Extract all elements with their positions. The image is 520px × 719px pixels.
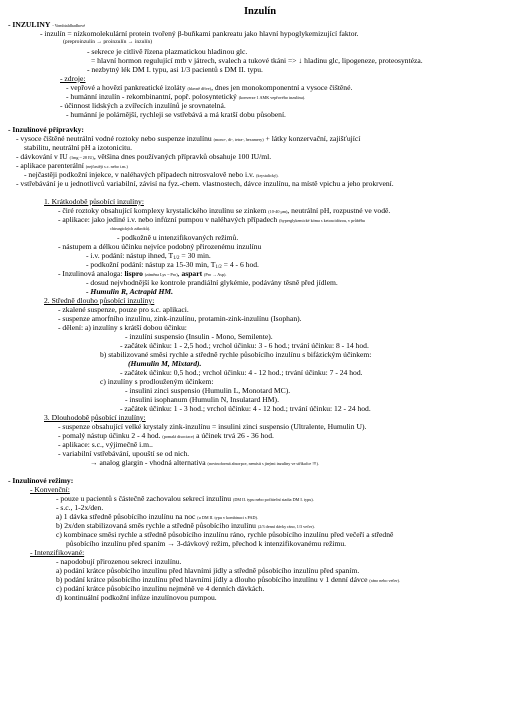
subsection-heading: 2. Středně dlouho působící inzulíny: [44,296,155,305]
text-line: - humánní je polárnější, rychleji se vstřebává a má kratší dobu působení. [66,110,286,119]
text-line: - začátek účinku: 1 - 3 hod.; vrchol účinku: 4 - 12 hod.; trvání účinku: 12 - 24 hod. [120,404,371,413]
text-line: a) podání krátce působícího inzulínu před hlavními jídly a středně působícího inzulínu před spaním. [56,566,360,575]
text-line: - nezbytný lék DM I. typu, asi 1/3 pacientů s DM II. typu. [87,65,263,74]
text-line: - zdroje: [60,74,86,83]
text-line: - dělení: a) inzulíny s krátší dobou účinku: [58,323,187,332]
text-line: - vepřové a hovězí pankreatické izoláty (hlavně dříve), dnes jen monokomponentní a vysoce čištěné. [66,83,353,92]
text-line: b) podání krátce působícího inzulínu před hlavními jídly a dlouho působícího inzulínu v 1 denní dávce (ráno nebo večer). [56,575,400,584]
text-line: - insulini zinci suspensio (Humulin L, Monotard MC). [125,386,291,395]
subsection-heading: 3. Dlouhodobě působící inzulíny: [44,413,146,422]
text-line: - insulini isophanum (Humulin N, Insulatard HM). [125,395,279,404]
text-line: působícího inzulínu před spaním → 3-dávkový režim, přechod k intenzifikovanému režimu. [66,539,347,548]
text-line: = hlavní hormon regulující mtb v játrech, svalech a tukové tkáni => ↓ hladinu glc, lipogeneze, proteosyntéza. [91,56,423,65]
text-line: - inzulíni suspensio (Insulin - Mono, Semilente). [125,332,273,341]
text-line: - nejčastěji podkožní injekce, v naléhavých případech nitrosvalově nebo i.v. (krystalický). [24,170,279,179]
text-line: b) 2x/den stabilizovaná směs rychle a středně působícího inzulínu (2/3 denní dávky ráno, 1/3 večer). [56,521,315,530]
text-line: - s.c., 1-2x/den. [56,503,104,512]
text-line: - nástupem a délkou účinku nejvíce podobný přirozenému inzulínu [58,242,262,251]
text-line: (preproinzulín → proinzulín → inzulín) [63,39,153,45]
section-heading: - INZULINY - Vombialdhadhové [8,20,86,29]
text-line: - dosud nejvhodnější ke kontrole prandiální glykémie, podávány těsně před jídlem. [86,278,338,287]
text-line: c) podání krátce působícího inzulínu nejméně ve 4 denních dávkách. [56,584,265,593]
text-line: - inzulín = nízkomolekulární protein tvořený β-buňkami pankreatu jako hlavní hypoglykemizující faktor. [40,29,359,38]
text-line: - začátek účinku: 1 - 2,5 hod.; vrchol účinku: 3 - 6 hod.; trvání účinku: 8 - 14 hod. [120,341,369,350]
text-line: (Humulin M, Mixtard). [128,359,202,368]
text-line: - aplikace: s.c., výjimečně i.m.. [58,440,153,449]
text-line: - pomalý nástup účinku 2 - 4 hod. (pomalá disociace) a účinek trvá 26 - 36 hod. [58,431,274,440]
section-heading: - Inzulínové režimy: [8,476,74,485]
text-line: c) inzulíny s prodlouženým účinkem: [100,377,214,386]
text-line: - aplikace parenterální (nejčastěji s.c. nebo i.m.) [16,161,128,170]
text-line: a) 1 dávka středně působícího inzulínu na noc (u DM II. typu v kombinaci s PAD). [56,512,258,521]
text-line: - pouze u pacientů s částečně zachovalou sekrecí inzulínu (DM II. typu nebo počáteční stadia DM I. typu). [56,494,314,503]
text-line: - i.v. podání: nástup ihned, $T_{1/2} = 30$ min. [86,251,211,261]
text-line: - vstřebávání je u jednotlivců variabilní, závisí na fyz.-chem. vlastnostech, dávce inzulínu, na místě vpichu a jeho prokrvení. [16,179,394,188]
text-line: - dávkování v IU (1mg ~ 28 IU), většina dnes používaných přípravků obsahuje 100 IU/ml. [16,152,272,161]
text-line: c) kombinace směsi rychle a středně působícího inzulínu ráno, rychle působícího inzulínu před večeří a středně [56,530,394,539]
text-line: - začátek účinku: 0,5 hod.; vrchol účinku: 4 - 12 hod.; trvání účinku: 7 - 24 hod. [120,368,363,377]
text-line: - Humulin R, Actrapid HM. [86,287,174,296]
page-title: Inzulín [243,6,277,17]
text-line: - suspenze amorfního inzulínu, zink-inzulínu, protamin-zink-inzulínu (Isophan). [58,314,302,323]
text-line: chirurgických zákroků). [110,226,151,231]
text-line: - napodobují přirozenou sekreci inzulínu. [56,557,182,566]
text-line: b) stabilizované směsi rychle a středně rychle působícího inzulínu s bifázickým účinkem: [100,350,372,359]
subsection-heading: 1. Krátkodobě působící inzulíny: [44,197,144,206]
text-line: - humánní inzulín - rekombinantní, popř. polosyntetický (konverze 1 AMK vepřového inzulínu). [66,92,306,101]
text-line: - vysoce čištěné neutrální vodné roztoky nebo suspenze inzulínu (mono-, di-, tetra-, hexamery) + látky konzervační, zajišťující [16,134,361,143]
text-line: d) kontinuální podkožní infúze inzulínovou pumpou. [56,593,217,602]
text-line: - zkalené suspenze, pouze pro s.c. aplikaci. [58,305,189,314]
subsection-heading: - Konvenční: [30,485,70,494]
text-line: - Inzulinová analoga: lispro (záměna Lys ~ Pro), aspart (Pro → Asp). [58,269,227,278]
text-line: - suspenze obsahující velké krystaly zink-inzulínu = insulini zinci suspensio (Ultralente, Humulin U). [58,422,367,431]
text-line: - účinnost lidských a zvířecích inzulínů je srovnatelná. [60,101,226,110]
text-line: - variabilní vstřebávání, upouští se od nich. [58,449,190,458]
subsection-heading: - Intenzifikované: [30,548,85,557]
text-line: - čiré roztoky obsahující komplexy krystalického inzulínu se zinkem (10-40 μm), neutrální pH, rozpustné ve vodě. [58,206,391,215]
section-heading: - Inzulínové přípravky: [8,125,84,134]
text-line: - podkožní podání: nástup za 15-30 min, $T_{1/2} = 4 - 6$ hod. [86,260,259,270]
text-line: stabilitu, neutrální pH a izotonicitu. [24,143,132,152]
text-line: - podkožně u intenzifikovaných režimů. [117,233,239,242]
text-line: → analog glargin - vhodná alternativa (novinoformá absorpce, nemísit s jinými inzulíny ve stříkačce !!!). [90,458,319,467]
text-line: - aplikace: jako jediné i.v. nebo infúzní pumpou v naléhavých případech (hyperglykemické kóma s ketoacidózou, v průběhu [58,215,365,224]
text-line: - sekrece je citlivě řízena plazmatickou hladinou glc. [87,47,248,56]
